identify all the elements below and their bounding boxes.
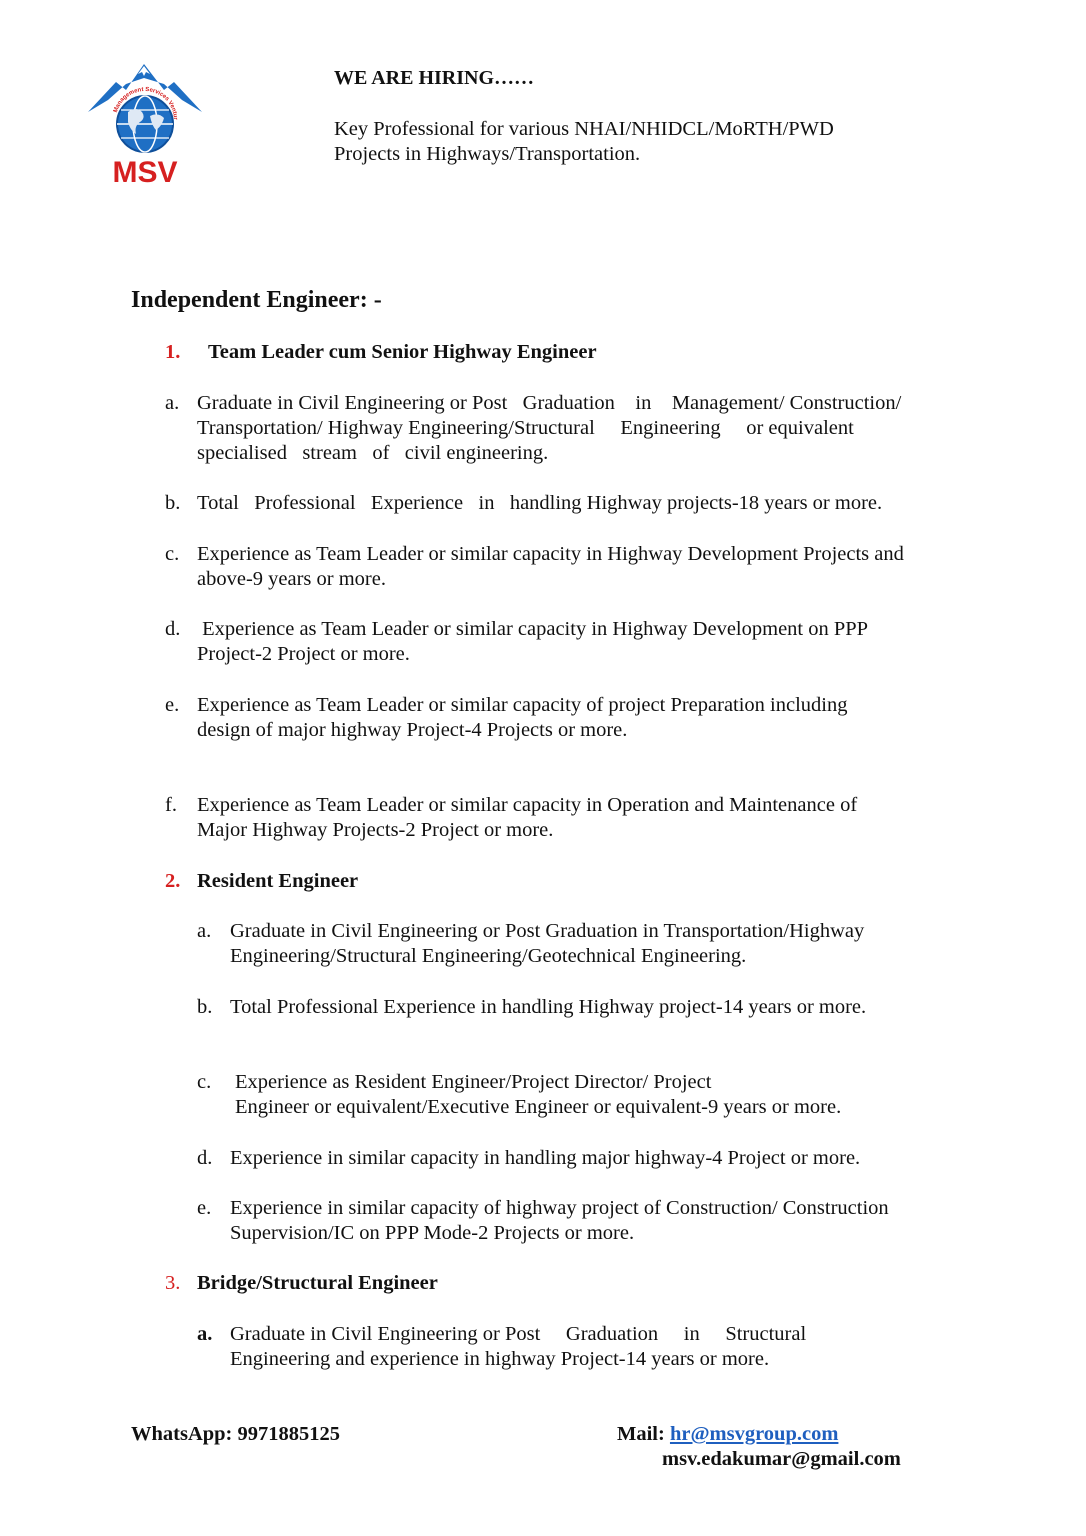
item-label: e. [165, 694, 180, 716]
logo-arc-text: Management Services Ventur [113, 86, 179, 120]
whatsapp-number: 9971885125 [237, 1423, 341, 1445]
item-text-line: design of major highway Project-4 Projects or more. [197, 719, 628, 741]
item-label: b. [165, 492, 181, 514]
position-title-team-leader: Team Leader cum Senior Highway Engineer [208, 341, 597, 363]
position-title-resident-engineer: Resident Engineer [197, 870, 359, 892]
item-text-line: Engineering and experience in highway Project-14 years or more. [230, 1348, 770, 1370]
item-label: c. [165, 543, 180, 565]
position-title-bridge-engineer: Bridge/Structural Engineer [197, 1272, 438, 1294]
item-text-line: Total Professional Experience in handling Highway projects-18 years or more. [197, 492, 883, 514]
item-label: a. [197, 1323, 213, 1345]
item-label: a. [165, 392, 180, 414]
position-number: 1. [165, 341, 181, 363]
intro-line-2: Projects in Highways/Transportation. [334, 143, 641, 165]
item-text-line: Experience as Resident Engineer/Project Director/ Project [235, 1071, 712, 1093]
item-text-line: Experience as Team Leader or similar capacity of project Preparation including [197, 694, 848, 716]
item-label: d. [197, 1147, 213, 1169]
item-text-line: Experience as Team Leader or similar capacity in Highway Development on PPP [197, 618, 869, 640]
hiring-title: WE ARE HIRING…… [334, 67, 535, 89]
item-label: b. [197, 996, 213, 1018]
item-text-line: Total Professional Experience in handling Highway project-14 years or more. [230, 996, 867, 1018]
intro-line-1: Key Professional for various NHAI/NHIDCL/MoRTH/PWD [334, 118, 834, 140]
position-number: 3. [165, 1272, 181, 1294]
item-label: e. [197, 1197, 212, 1219]
globe-icon [117, 96, 173, 152]
item-text-line: Graduate in Civil Engineering or Post Graduation in Management/ Construction/ [197, 392, 902, 414]
item-text-line: Experience as Team Leader or similar capacity in Operation and Maintenance of [197, 794, 858, 816]
item-label: f. [165, 794, 177, 816]
section-title: Independent Engineer: - [131, 287, 382, 313]
item-text-line: Engineering/Structural Engineering/Geotechnical Engineering. [230, 945, 747, 967]
item-text-line: Project-2 Project or more. [197, 643, 410, 665]
item-text-line: Graduate in Civil Engineering or Post Graduation in Transportation/Highway [230, 920, 865, 942]
msv-logo [86, 60, 204, 188]
item-text-line: specialised stream of civil engineering. [197, 442, 549, 464]
item-text-line: Graduate in Civil Engineering or Post Graduation in Structural [230, 1323, 807, 1345]
item-label: d. [165, 618, 181, 640]
item-label: a. [197, 920, 212, 942]
position-number: 2. [165, 870, 181, 892]
mail-label: Mail: [617, 1423, 665, 1445]
item-label: c. [197, 1071, 212, 1093]
logo-text: MSV [112, 156, 178, 188]
item-text-line: Supervision/IC on PPP Mode-2 Projects or more. [230, 1222, 635, 1244]
item-text-line: Major Highway Projects-2 Project or more. [197, 819, 554, 841]
mail-link[interactable]: hr@msvgroup.com [669, 1423, 839, 1445]
secondary-email: msv.edakumar@gmail.com [662, 1448, 901, 1470]
item-text-line: above-9 years or more. [197, 568, 386, 590]
item-text-line: Experience as Team Leader or similar capacity in Highway Development Projects and [197, 543, 904, 565]
whatsapp-label: WhatsApp: [131, 1423, 233, 1445]
item-text-line: Engineer or equivalent/Executive Engineer or equivalent-9 years or more. [235, 1096, 842, 1118]
item-text-line: Transportation/ Highway Engineering/Structural Engineering or equivalent [197, 417, 854, 439]
footer-mail [617, 1422, 838, 1447]
item-text-line: Experience in similar capacity of highway project of Construction/ Construction [230, 1197, 889, 1219]
item-text-line: Experience in similar capacity in handling major highway-4 Project or more. [230, 1147, 861, 1169]
footer-whatsapp [131, 1422, 340, 1447]
